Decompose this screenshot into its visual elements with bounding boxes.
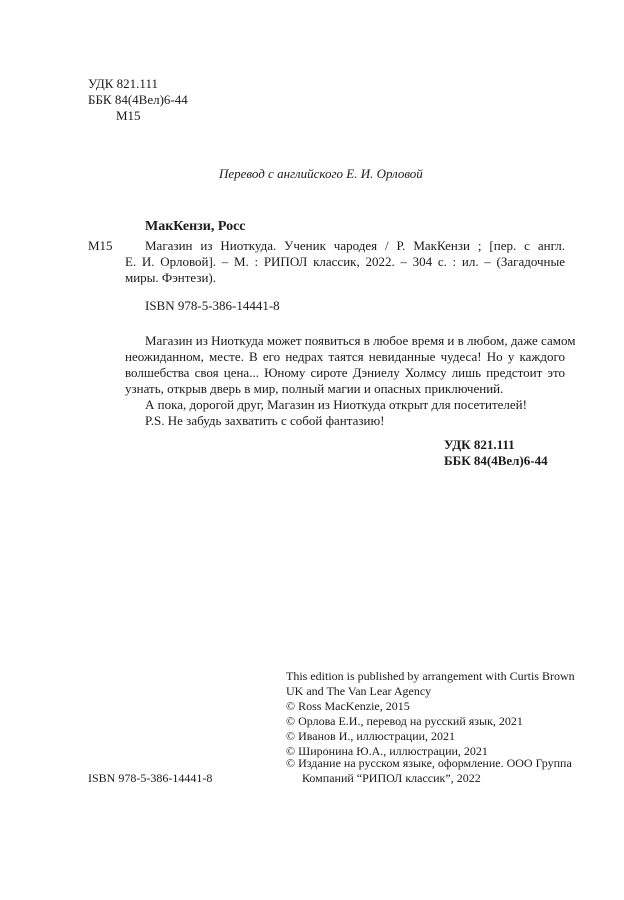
copyright-line: © Широнина Ю.А., иллюстрации, 2021 [286, 744, 488, 758]
annotation-line: волшебства своя цена... Юному сироте Дэниелу Холмсу лишь предстоит это [125, 365, 565, 380]
annotation-paragraph: P.S. Не забудь захватить с собой фантазию! [145, 413, 385, 428]
annotation-paragraph: А пока, дорогой друг, Магазин из Ниоткуда открыт для посетителей! [145, 397, 527, 412]
author-code: М15 [88, 238, 113, 253]
footer-isbn: ISBN 978-5-386-14441-8 [88, 771, 213, 785]
author-code-top: М15 [116, 108, 141, 123]
copyright-line: © Ross MacKenzie, 2015 [286, 699, 410, 713]
bibliographic-line: миры. Фэнтези). [125, 270, 217, 285]
copyright-edition-line: UK and The Van Lear Agency [286, 684, 432, 698]
copyright-line: © Издание на русском языке, оформление. ООО Группа [286, 756, 572, 770]
udk-bottom: УДК 821.111 [444, 437, 515, 452]
copyright-line: © Орлова Е.И., перевод на русский язык, 2021 [286, 714, 523, 728]
bbk-top: ББК 84(4Вел)6-44 [88, 92, 188, 107]
copyright-line: © Иванов И., иллюстрации, 2021 [286, 729, 456, 743]
copyright-line: Компаний “РИПОЛ классик”, 2022 [302, 771, 481, 785]
bibliographic-line: Е. И. Орловой]. – М. : РИПОЛ классик, 2022. – 304 с. : ил. – (Загадочные [125, 254, 565, 269]
copyright-edition-line: This edition is published by arrangement with Curtis Brown [286, 669, 575, 683]
translation-note: Перевод с английского Е. И. Орловой [219, 166, 423, 181]
annotation-line: неожиданном, месте. В его недрах таятся невиданные чудеса! Но у каждого [125, 349, 565, 364]
udk-top: УДК 821.111 [88, 76, 158, 91]
annotation-line: узнать, открыв дверь в мир, полный магии и опасных приключений. [125, 381, 504, 396]
annotation-line: Магазин из Ниоткуда может появиться в любое время и в любом, даже самом [145, 333, 576, 348]
bbk-bottom: ББК 84(4Вел)6-44 [444, 453, 548, 468]
author-heading: МакКензи, Росс [145, 219, 246, 234]
bibliographic-line: Магазин из Ниоткуда. Ученик чародея / Р. МакКензи ; [пер. с англ. [145, 238, 565, 253]
isbn-record: ISBN 978-5-386-14441-8 [145, 298, 280, 313]
